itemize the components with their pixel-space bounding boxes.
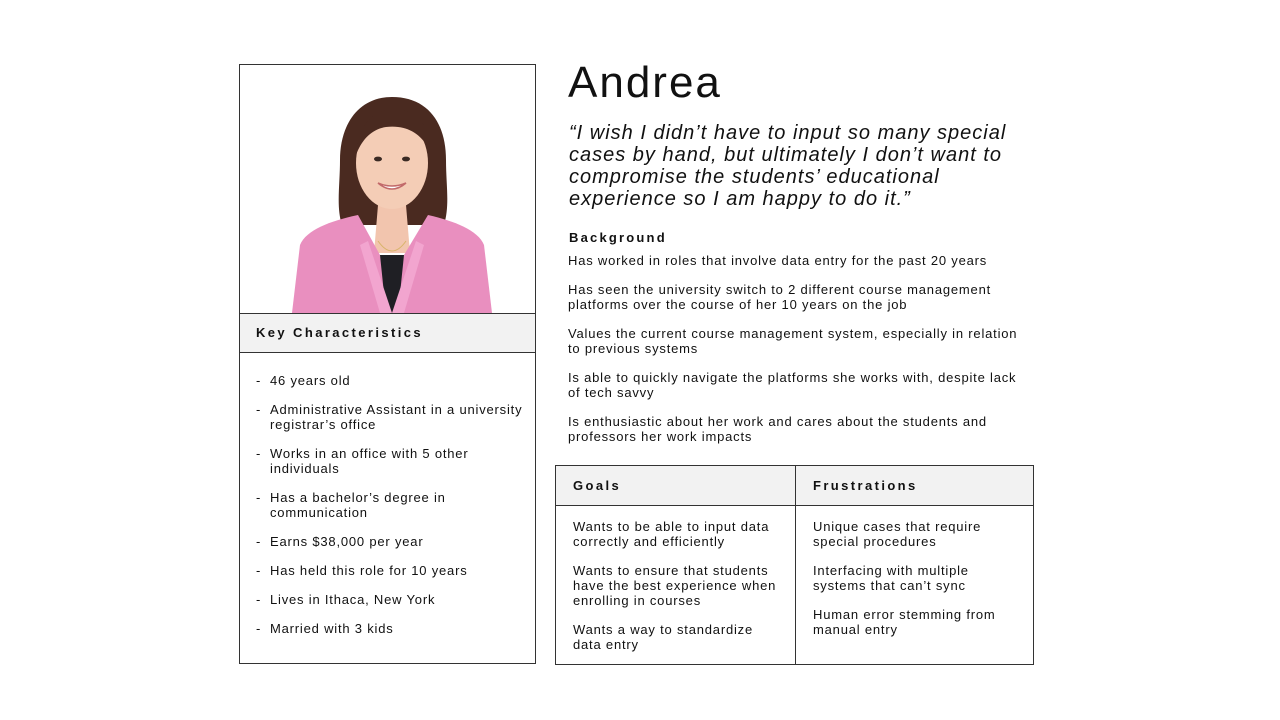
- characteristic-text: Lives in Ithaca, New York: [270, 592, 436, 607]
- bullet-dash-icon: -: [256, 563, 262, 578]
- characteristic-text: Earns $38,000 per year: [270, 534, 424, 549]
- characteristic-text: Administrative Assistant in a university registrar’s office: [270, 402, 523, 432]
- bullet-dash-icon: -: [256, 534, 262, 549]
- background-item: Has worked in roles that involve data entry for the past 20 years: [568, 253, 988, 268]
- persona-photo: [240, 65, 535, 313]
- goals-frustrations-table: [555, 465, 1034, 665]
- background-list: [568, 253, 1018, 458]
- persona-quote: “I wish I didn’t have to input so many special cases by hand, but ultimately I don’t want to compromise the students’ educational experience so I am happy to do it.”: [569, 122, 1007, 210]
- goals-list: [556, 506, 795, 652]
- bullet-dash-icon: -: [256, 373, 262, 388]
- persona-name: Andrea: [568, 58, 722, 107]
- characteristic-text: Has held this role for 10 years: [270, 563, 468, 578]
- characteristic-item: [256, 446, 526, 476]
- background-item: Has seen the university switch to 2 different course management platforms over the course of her 10 years on the job: [568, 282, 992, 312]
- characteristic-text: Married with 3 kids: [270, 621, 394, 636]
- background-title: Background: [569, 230, 667, 245]
- goal-item: Wants to be able to input data correctly and efficiently: [573, 519, 770, 549]
- goals-header: Goals: [556, 466, 795, 506]
- frustrations-column: [796, 466, 1033, 664]
- characteristic-text: Works in an office with 5 other individuals: [270, 446, 469, 476]
- characteristic-item: [256, 534, 526, 549]
- characteristic-item: [256, 402, 526, 432]
- bullet-dash-icon: -: [256, 621, 262, 636]
- key-characteristics-header: Key Characteristics: [240, 313, 535, 353]
- bullet-dash-icon: -: [256, 592, 262, 607]
- bullet-dash-icon: -: [256, 490, 262, 505]
- frustration-item: Interfacing with multiple systems that can’t sync: [813, 563, 969, 593]
- frustrations-header: Frustrations: [796, 466, 1033, 506]
- goal-item: Wants a way to standardize data entry: [573, 622, 754, 652]
- characteristic-item: [256, 592, 526, 607]
- key-characteristics-list: [256, 373, 526, 650]
- background-item: Is enthusiastic about her work and cares about the students and professors her work impacts: [568, 414, 987, 444]
- characteristic-item: [256, 563, 526, 578]
- background-item: Is able to quickly navigate the platforms she works with, despite lack of tech savvy: [568, 370, 1017, 400]
- characteristic-item: [256, 490, 526, 520]
- bullet-dash-icon: -: [256, 446, 262, 461]
- frustration-item: Human error stemming from manual entry: [813, 607, 996, 637]
- goal-item: Wants to ensure that students have the best experience when enrolling in courses: [573, 563, 777, 608]
- characteristic-item: [256, 373, 526, 388]
- persona-card: [239, 64, 536, 664]
- characteristic-text: 46 years old: [270, 373, 351, 388]
- background-item: Values the current course management system, especially in relation to previous systems: [568, 326, 1018, 356]
- goals-column: [556, 466, 796, 664]
- frustration-item: Unique cases that require special procedures: [813, 519, 982, 549]
- persona-portrait-image: [240, 65, 535, 313]
- bullet-dash-icon: -: [256, 402, 262, 417]
- frustrations-list: [796, 506, 1033, 637]
- characteristic-item: [256, 621, 526, 636]
- characteristic-text: Has a bachelor’s degree in communication: [270, 490, 446, 520]
